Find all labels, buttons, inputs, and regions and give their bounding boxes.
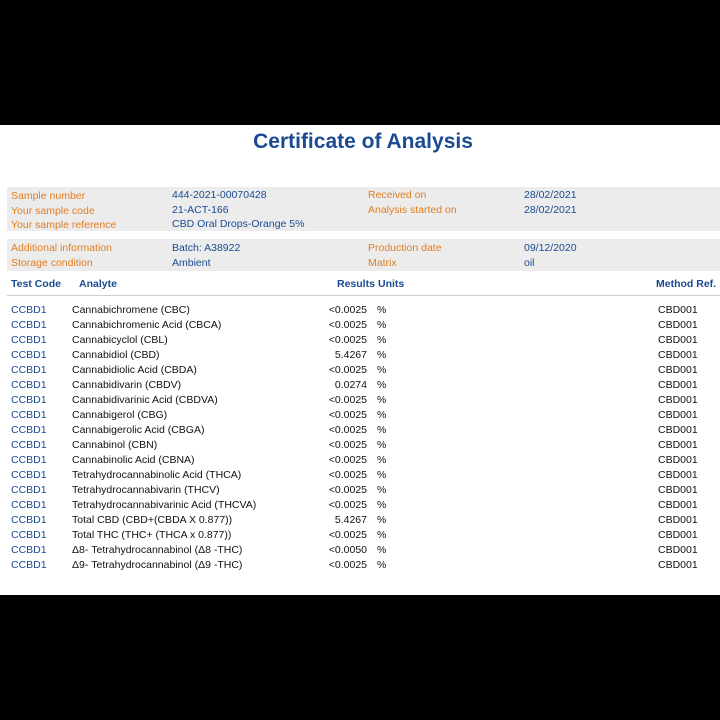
test-code-cell: CCBD1 (11, 409, 47, 421)
sample-code-value: 21-ACT-166 (172, 204, 229, 216)
analyte-cell: Tetrahydrocannabinolic Acid (THCA) (72, 469, 242, 481)
method-ref-cell: CBD001 (658, 319, 698, 331)
production-date-label: Production date (368, 242, 442, 254)
sample-number-label: Sample number (11, 190, 86, 202)
analyte-cell: Cannabichromenic Acid (CBCA) (72, 319, 222, 331)
result-cell: <0.0025 (328, 424, 367, 436)
test-code-cell: CCBD1 (11, 319, 47, 331)
method-ref-cell: CBD001 (658, 484, 698, 496)
table-row (0, 303, 720, 318)
test-code-cell: CCBD1 (11, 469, 47, 481)
table-row (0, 528, 720, 543)
result-cell: <0.0025 (328, 499, 367, 511)
unit-cell: % (377, 529, 387, 541)
analyte-cell: Tetrahydrocannabivarinic Acid (THCVA) (72, 499, 257, 511)
result-cell: <0.0025 (328, 304, 367, 316)
analyte-cell: Δ8- Tetrahydrocannabinol (Δ8 -THC) (72, 544, 243, 556)
table-row (0, 348, 720, 363)
result-cell: <0.0025 (328, 319, 367, 331)
header-test-code: Test Code (11, 278, 61, 290)
result-cell: <0.0025 (328, 409, 367, 421)
unit-cell: % (377, 439, 387, 451)
unit-cell: % (377, 409, 387, 421)
analyte-cell: Cannabichromene (CBC) (72, 304, 190, 316)
unit-cell: % (377, 469, 387, 481)
batch-info-panel (7, 239, 720, 271)
header-divider (7, 295, 720, 296)
test-code-cell: CCBD1 (11, 529, 47, 541)
results-table-body (0, 303, 720, 573)
sample-number-value: 444-2021-00070428 (172, 189, 267, 201)
header-method-ref: Method Ref. (656, 278, 717, 290)
test-code-cell: CCBD1 (11, 394, 47, 406)
method-ref-cell: CBD001 (658, 364, 698, 376)
test-code-cell: CCBD1 (11, 484, 47, 496)
method-ref-cell: CBD001 (658, 394, 698, 406)
matrix-value: oil (524, 257, 535, 269)
table-row (0, 363, 720, 378)
result-cell: <0.0025 (328, 454, 367, 466)
analyte-cell: Cannabidivarin (CBDV) (72, 379, 182, 391)
unit-cell: % (377, 424, 387, 436)
unit-cell: % (377, 454, 387, 466)
test-code-cell: CCBD1 (11, 349, 47, 361)
unit-cell: % (377, 379, 387, 391)
table-row (0, 468, 720, 483)
test-code-cell: CCBD1 (11, 499, 47, 511)
method-ref-cell: CBD001 (658, 559, 698, 571)
test-code-cell: CCBD1 (11, 514, 47, 526)
test-code-cell: CCBD1 (11, 424, 47, 436)
analyte-cell: Cannabidiol (CBD) (72, 349, 160, 361)
unit-cell: % (377, 514, 387, 526)
table-row (0, 408, 720, 423)
analyte-cell: Total THC (THC+ (THCA x 0.877)) (72, 529, 232, 541)
table-row (0, 318, 720, 333)
received-on-value: 28/02/2021 (524, 189, 577, 201)
test-code-cell: CCBD1 (11, 439, 47, 451)
method-ref-cell: CBD001 (658, 379, 698, 391)
result-cell: <0.0025 (328, 439, 367, 451)
result-cell: 5.4267 (334, 514, 367, 526)
received-on-label: Received on (368, 189, 427, 201)
analyte-cell: Cannabidivarinic Acid (CBDVA) (72, 394, 218, 406)
test-code-cell: CCBD1 (11, 559, 47, 571)
unit-cell: % (377, 334, 387, 346)
test-code-cell: CCBD1 (11, 544, 47, 556)
test-code-cell: CCBD1 (11, 334, 47, 346)
result-cell: <0.0025 (328, 364, 367, 376)
analyte-cell: Cannabidiolic Acid (CBDA) (72, 364, 197, 376)
test-code-cell: CCBD1 (11, 304, 47, 316)
table-row (0, 438, 720, 453)
unit-cell: % (377, 499, 387, 511)
header-units: Units (378, 278, 405, 290)
analyte-cell: Cannabigerol (CBG) (72, 409, 168, 421)
sample-reference-label: Your sample reference (11, 219, 117, 231)
result-cell: <0.0025 (328, 529, 367, 541)
method-ref-cell: CBD001 (658, 529, 698, 541)
analyte-cell: Tetrahydrocannabivarin (THCV) (72, 484, 220, 496)
matrix-label: Matrix (368, 257, 397, 269)
result-cell: <0.0025 (328, 469, 367, 481)
result-cell: <0.0025 (328, 394, 367, 406)
sample-reference-value: CBD Oral Drops-Orange 5% (172, 218, 305, 230)
table-row (0, 393, 720, 408)
unit-cell: % (377, 304, 387, 316)
method-ref-cell: CBD001 (658, 469, 698, 481)
table-row (0, 423, 720, 438)
table-row (0, 558, 720, 573)
analysis-started-label: Analysis started on (368, 204, 457, 216)
test-code-cell: CCBD1 (11, 379, 47, 391)
table-row (0, 543, 720, 558)
analyte-cell: Cannabinol (CBN) (72, 439, 158, 451)
analyte-cell: Total CBD (CBD+(CBDA X 0.877)) (72, 514, 233, 526)
analyte-cell: Cannabicyclol (CBL) (72, 334, 168, 346)
method-ref-cell: CBD001 (658, 514, 698, 526)
table-row (0, 483, 720, 498)
table-row (0, 333, 720, 348)
analyte-cell: Cannabinolic Acid (CBNA) (72, 454, 195, 466)
result-cell: 0.0274 (334, 379, 367, 391)
table-row (0, 513, 720, 528)
sample-info-panel (7, 187, 720, 231)
method-ref-cell: CBD001 (658, 544, 698, 556)
table-row (0, 453, 720, 468)
sample-code-label: Your sample code (11, 205, 95, 217)
method-ref-cell: CBD001 (658, 304, 698, 316)
unit-cell: % (377, 394, 387, 406)
unit-cell: % (377, 349, 387, 361)
method-ref-cell: CBD001 (658, 439, 698, 451)
certificate-document (0, 125, 720, 595)
result-cell: <0.0025 (328, 334, 367, 346)
method-ref-cell: CBD001 (658, 334, 698, 346)
table-row (0, 498, 720, 513)
header-results: Results (337, 278, 375, 290)
header-analyte: Analyte (79, 278, 117, 290)
method-ref-cell: CBD001 (658, 409, 698, 421)
result-cell: <0.0025 (328, 559, 367, 571)
result-cell: <0.0025 (328, 484, 367, 496)
unit-cell: % (377, 364, 387, 376)
storage-condition-value: Ambient (172, 257, 211, 269)
unit-cell: % (377, 484, 387, 496)
analyte-cell: Δ9- Tetrahydrocannabinol (Δ9 -THC) (72, 559, 243, 571)
method-ref-cell: CBD001 (658, 499, 698, 511)
production-date-value: 09/12/2020 (524, 242, 577, 254)
unit-cell: % (377, 559, 387, 571)
test-code-cell: CCBD1 (11, 364, 47, 376)
unit-cell: % (377, 544, 387, 556)
document-title: Certificate of Analysis (253, 130, 473, 153)
analysis-started-value: 28/02/2021 (524, 204, 577, 216)
result-cell: <0.0050 (328, 544, 367, 556)
result-cell: 5.4267 (334, 349, 367, 361)
storage-condition-label: Storage condition (11, 257, 93, 269)
method-ref-cell: CBD001 (658, 454, 698, 466)
additional-info-value: Batch: A38922 (172, 242, 241, 254)
table-row (0, 378, 720, 393)
method-ref-cell: CBD001 (658, 424, 698, 436)
analyte-cell: Cannabigerolic Acid (CBGA) (72, 424, 205, 436)
unit-cell: % (377, 319, 387, 331)
method-ref-cell: CBD001 (658, 349, 698, 361)
test-code-cell: CCBD1 (11, 454, 47, 466)
additional-info-label: Additional information (11, 242, 112, 254)
